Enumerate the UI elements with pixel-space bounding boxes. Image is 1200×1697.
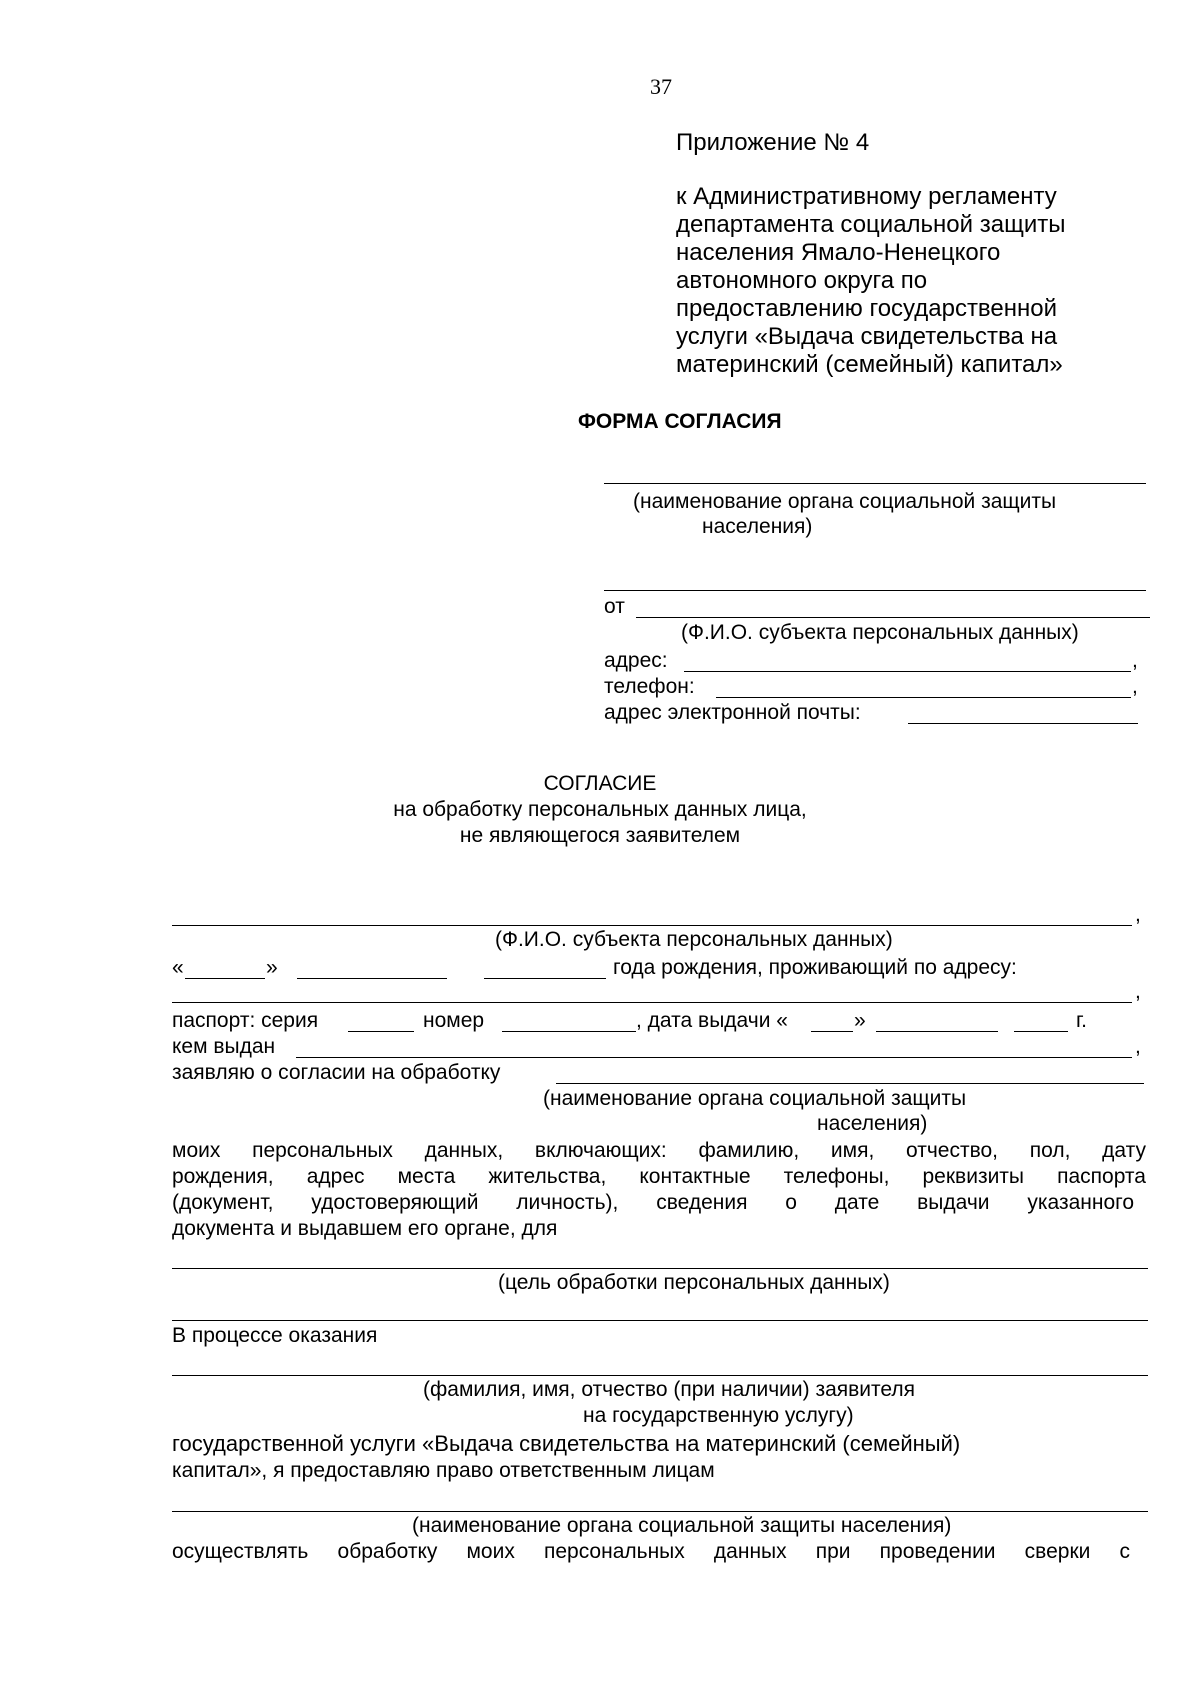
organ-caption: населения) <box>817 1112 928 1135</box>
passport-number-label: номер <box>423 1009 485 1032</box>
service-line: государственной услуги «Выдача свидетельства на материнский (семейный) <box>172 1431 961 1456</box>
body-paragraph-line: рождения, адрес места жительства, контактные телефоны, реквизиты паспорта <box>172 1165 1146 1188</box>
appendix-title: Приложение № 4 <box>676 129 870 156</box>
applicant-line[interactable] <box>172 1375 1148 1376</box>
purpose-line-2[interactable] <box>172 1320 1148 1321</box>
appendix-line: автономного округа по <box>676 267 928 294</box>
quote-open: « <box>172 956 184 979</box>
appendix-line: услуги «Выдача свидетельства на <box>676 323 1058 350</box>
applicant-caption: на государственную услугу) <box>583 1404 854 1427</box>
responsible-organ-line[interactable] <box>172 1511 1148 1512</box>
appendix-line: предоставлению государственной <box>676 295 1058 322</box>
in-process-label: В процессе оказания <box>172 1324 378 1347</box>
appendix-line: материнский (семейный) капитал» <box>676 351 1063 378</box>
birth-day-line[interactable] <box>185 978 265 979</box>
service-line: капитал», я предоставляю право ответственным лицам <box>172 1459 715 1482</box>
from-fio-line[interactable] <box>636 617 1150 618</box>
address-label: адрес: <box>604 649 668 672</box>
final-line: осуществлять обработку моих персональных данных при проведении сверки с <box>172 1540 1130 1563</box>
comma: , <box>1135 1035 1141 1058</box>
consent-to-label: заявляю о согласии на обработку <box>172 1061 501 1084</box>
address-line[interactable] <box>684 671 1131 672</box>
birth-year-line[interactable] <box>484 978 606 979</box>
year-suffix: г. <box>1076 1009 1087 1032</box>
applicant-caption: (фамилия, имя, отчество (при наличии) заявителя <box>423 1378 916 1401</box>
from-label: от <box>604 595 625 618</box>
comma: , <box>1135 980 1141 1003</box>
passport-series-line[interactable] <box>348 1031 414 1032</box>
organ-name-line[interactable] <box>604 483 1146 484</box>
issue-year-line[interactable] <box>1014 1031 1068 1032</box>
appendix-line: населения Ямало-Ненецкого <box>676 239 1001 266</box>
comma: , <box>1132 649 1138 672</box>
purpose-line[interactable] <box>172 1268 1148 1269</box>
issue-date-label: , дата выдачи « <box>636 1009 788 1032</box>
residence-address-line[interactable] <box>172 1002 1132 1003</box>
comma: , <box>1132 675 1138 698</box>
birth-month-line[interactable] <box>297 978 447 979</box>
fio-caption: (Ф.И.О. субъекта персональных данных) <box>495 928 893 951</box>
body-paragraph-line: документа и выдавшем его органе, для <box>172 1217 558 1240</box>
blank-line[interactable] <box>604 590 1146 591</box>
organ-caption: (наименование органа социальной защиты населения) <box>412 1514 952 1537</box>
email-line[interactable] <box>908 723 1138 724</box>
passport-number-line[interactable] <box>502 1031 636 1032</box>
consent-subtitle: на обработку персональных данных лица, <box>393 798 807 821</box>
phone-line[interactable] <box>716 697 1131 698</box>
issued-by-line[interactable] <box>296 1057 1132 1058</box>
body-paragraph-line: моих персональных данных, включающих: фамилию, имя, отчество, пол, дату <box>172 1139 1146 1162</box>
appendix-line: к Административному регламенту <box>676 183 1057 210</box>
phone-label: телефон: <box>604 675 695 698</box>
organ-caption: (наименование органа социальной защиты <box>543 1087 967 1110</box>
birth-text: года рождения, проживающий по адресу: <box>613 956 1017 979</box>
consent-organ-line[interactable] <box>556 1083 1144 1084</box>
comma: , <box>1135 903 1141 926</box>
email-label: адрес электронной почты: <box>604 701 861 724</box>
consent-title: СОГЛАСИЕ <box>543 772 657 795</box>
fio-caption: (Ф.И.О. субъекта персональных данных) <box>681 621 1079 644</box>
purpose-caption: (цель обработки персональных данных) <box>498 1271 890 1294</box>
organ-caption: (наименование органа социальной защиты <box>633 490 1057 513</box>
form-heading: ФОРМА СОГЛАСИЯ <box>578 410 782 433</box>
issue-day-line[interactable] <box>811 1031 853 1032</box>
issued-by-label: кем выдан <box>172 1035 276 1058</box>
appendix-line: департамента социальной защиты <box>676 211 1066 238</box>
body-paragraph-line: (документ, удостоверяющий личность), сведения о дате выдачи указанного <box>172 1191 1134 1214</box>
consent-subtitle: не являющегося заявителем <box>459 824 741 847</box>
organ-caption: населения) <box>702 515 813 538</box>
passport-series-label: паспорт: серия <box>172 1009 319 1032</box>
quote-close: » <box>266 956 278 979</box>
subject-fio-line[interactable] <box>172 925 1132 926</box>
issue-month-line[interactable] <box>876 1031 998 1032</box>
quote-close: » <box>854 1009 866 1032</box>
page-number: 37 <box>650 74 672 99</box>
